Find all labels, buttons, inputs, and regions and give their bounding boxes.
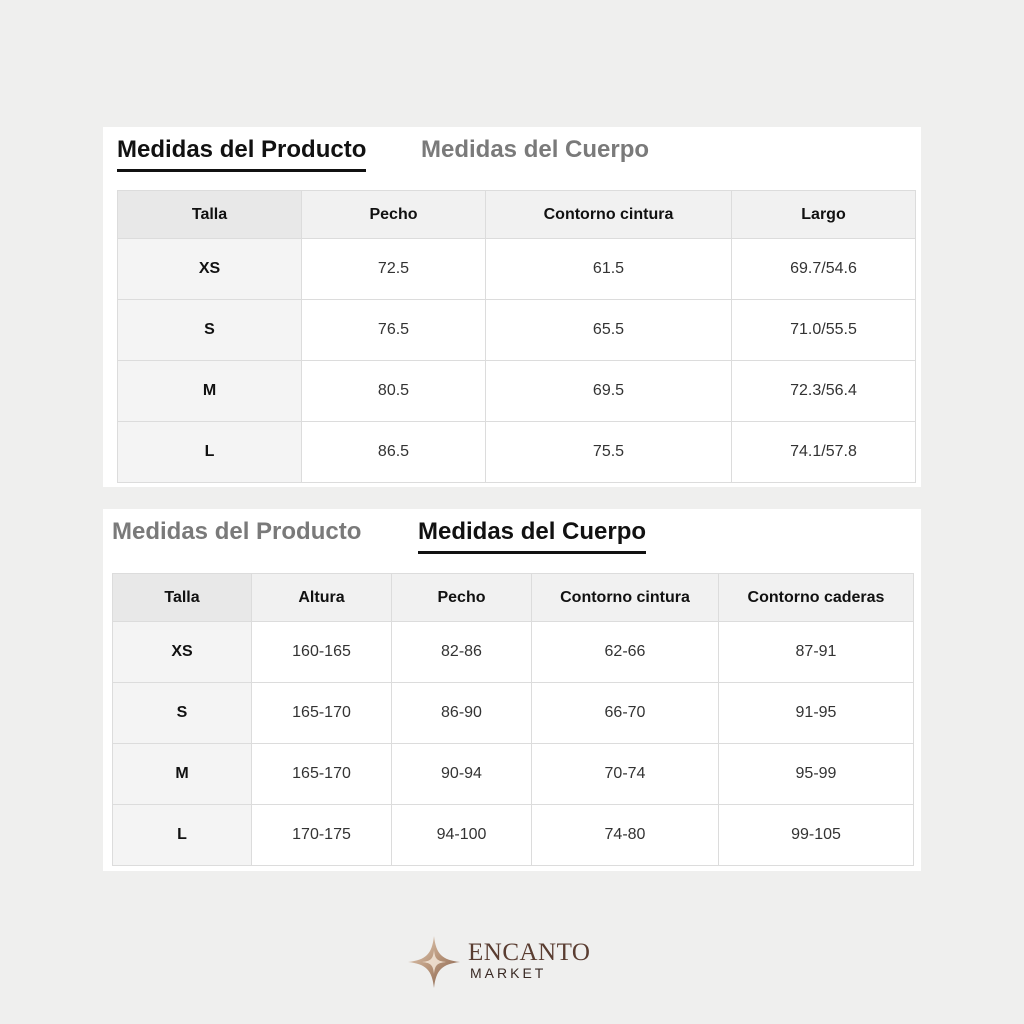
table-row xyxy=(118,239,916,300)
column-header-contorno-cintura: Contorno cintura xyxy=(486,191,732,239)
body-measurements-panel xyxy=(103,509,921,871)
body-size-table xyxy=(112,573,914,866)
brand-name: ENCANTO xyxy=(468,939,591,966)
table-cell: 74.1/57.8 xyxy=(732,422,916,483)
column-header-contorno-cintura: Contorno cintura xyxy=(532,574,719,622)
table-cell: 165-170 xyxy=(252,744,392,805)
table-cell: 65.5 xyxy=(486,300,732,361)
table-cell: 99-105 xyxy=(719,805,914,866)
table-row xyxy=(113,744,914,805)
table-row xyxy=(118,422,916,483)
size-cell: XS xyxy=(113,622,252,683)
size-cell: S xyxy=(118,300,302,361)
table-cell: 72.3/56.4 xyxy=(732,361,916,422)
table-cell: 74-80 xyxy=(532,805,719,866)
table-cell: 86.5 xyxy=(302,422,486,483)
size-cell: M xyxy=(118,361,302,422)
table-cell: 61.5 xyxy=(486,239,732,300)
four-point-star-icon xyxy=(406,934,462,990)
table-cell: 90-94 xyxy=(392,744,532,805)
column-header-contorno-caderas: Contorno caderas xyxy=(719,574,914,622)
table-row xyxy=(113,683,914,744)
table-cell: 71.0/55.5 xyxy=(732,300,916,361)
table-cell: 82-86 xyxy=(392,622,532,683)
brand-logo xyxy=(406,934,606,994)
size-cell: S xyxy=(113,683,252,744)
table-header-row xyxy=(113,574,914,622)
column-header-altura: Altura xyxy=(252,574,392,622)
product-size-table xyxy=(117,190,916,483)
size-cell: L xyxy=(118,422,302,483)
tab-product-measurements[interactable]: Medidas del Producto xyxy=(112,518,362,545)
table-cell: 95-99 xyxy=(719,744,914,805)
table-cell: 170-175 xyxy=(252,805,392,866)
column-header-pecho: Pecho xyxy=(302,191,486,239)
tab-body-measurements[interactable]: Medidas del Cuerpo xyxy=(418,518,647,545)
table-cell: 69.7/54.6 xyxy=(732,239,916,300)
table-row xyxy=(118,361,916,422)
column-header-talla: Talla xyxy=(118,191,302,239)
table-cell: 76.5 xyxy=(302,300,486,361)
table-cell: 66-70 xyxy=(532,683,719,744)
tab-product-measurements[interactable]: Medidas del Producto xyxy=(117,136,367,163)
table-cell: 62-66 xyxy=(532,622,719,683)
column-header-pecho: Pecho xyxy=(392,574,532,622)
table-cell: 165-170 xyxy=(252,683,392,744)
table-cell: 87-91 xyxy=(719,622,914,683)
table-header-row xyxy=(118,191,916,239)
table-cell: 94-100 xyxy=(392,805,532,866)
size-cell: L xyxy=(113,805,252,866)
column-header-largo: Largo xyxy=(732,191,916,239)
table-cell: 75.5 xyxy=(486,422,732,483)
size-cell: M xyxy=(113,744,252,805)
table-cell: 160-165 xyxy=(252,622,392,683)
brand-subtitle: MARKET xyxy=(470,965,547,981)
table-cell: 86-90 xyxy=(392,683,532,744)
tab-body-measurements[interactable]: Medidas del Cuerpo xyxy=(421,136,650,163)
table-cell: 69.5 xyxy=(486,361,732,422)
table-cell: 91-95 xyxy=(719,683,914,744)
table-cell: 70-74 xyxy=(532,744,719,805)
size-cell: XS xyxy=(118,239,302,300)
table-cell: 72.5 xyxy=(302,239,486,300)
table-row xyxy=(118,300,916,361)
table-cell: 80.5 xyxy=(302,361,486,422)
table-row xyxy=(113,805,914,866)
product-measurements-panel xyxy=(103,127,921,487)
column-header-talla: Talla xyxy=(113,574,252,622)
table-row xyxy=(113,622,914,683)
